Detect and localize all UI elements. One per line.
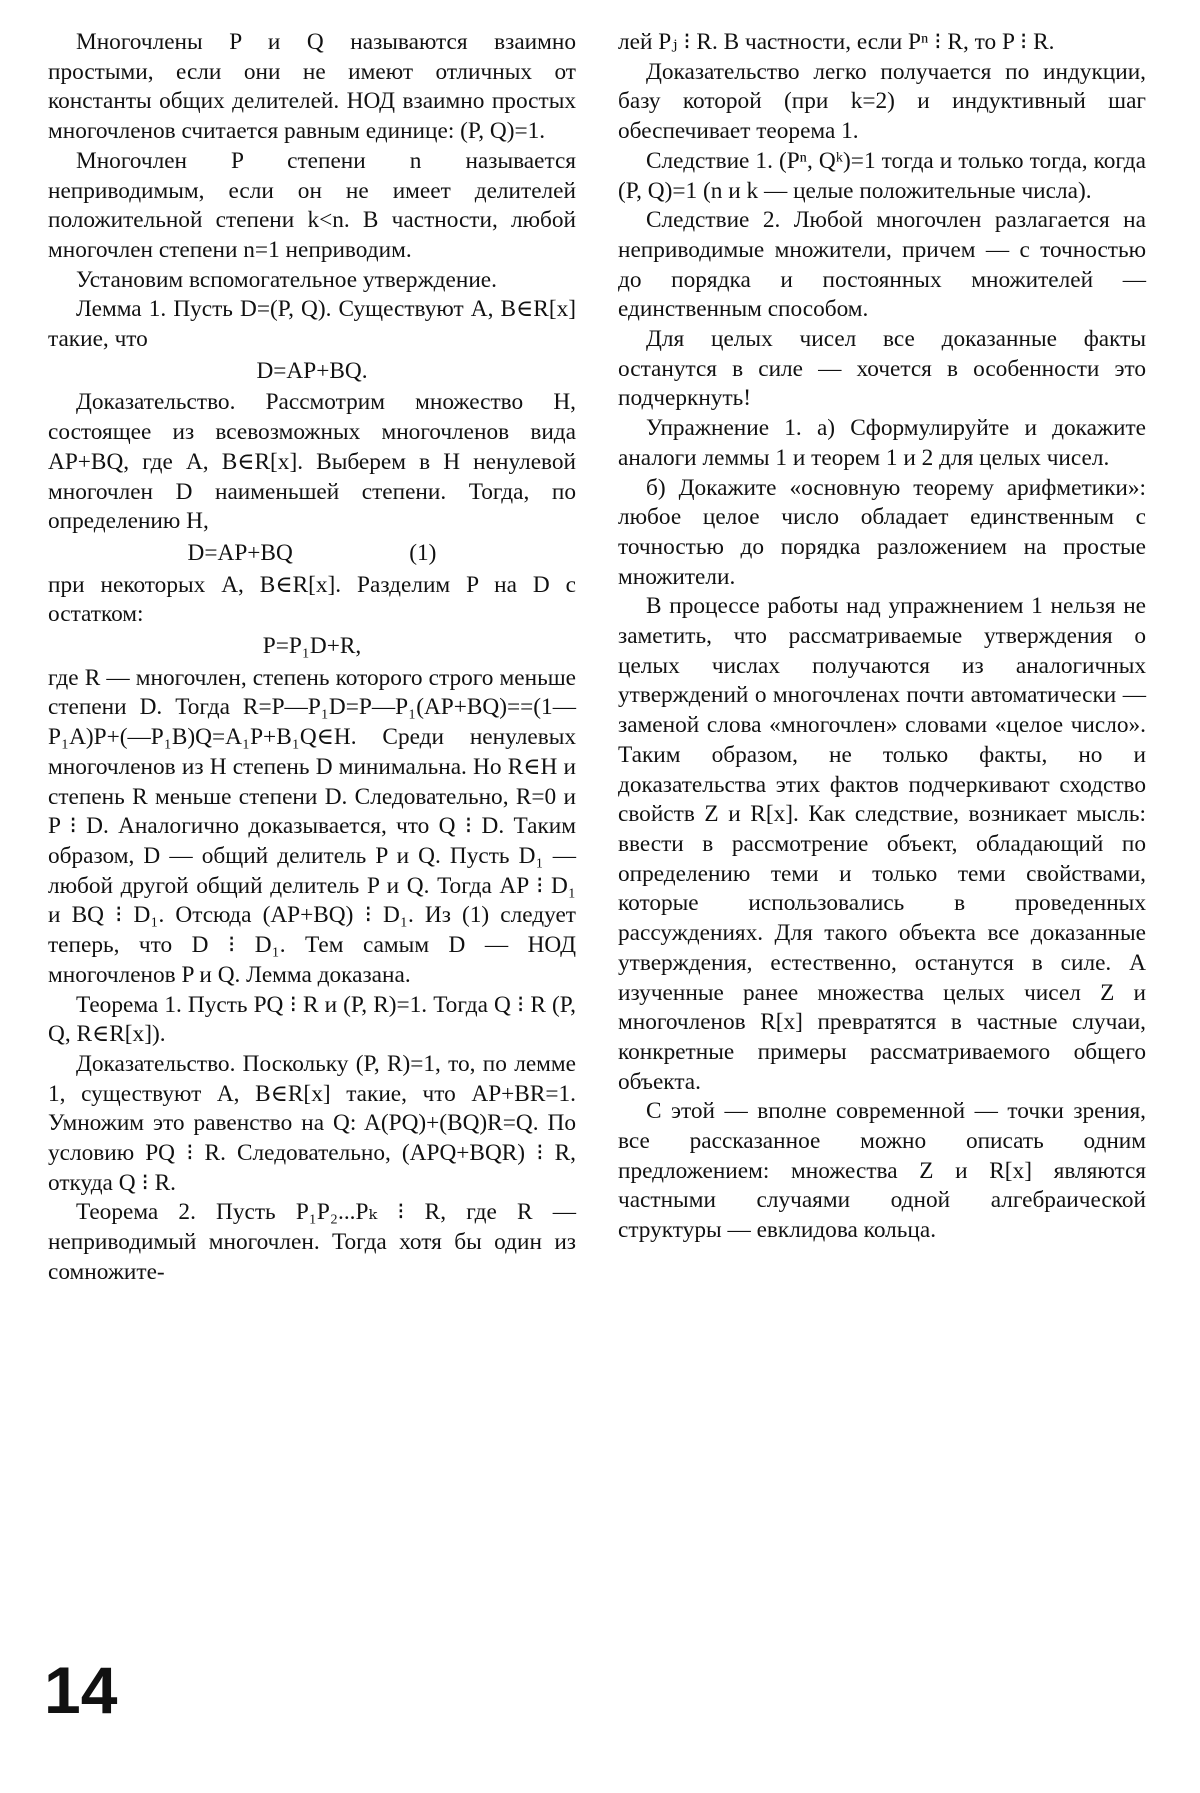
lemma-1: Лемма 1. Пусть D=(P, Q). Существуют A, B∈R[x] такие, что [48, 296, 576, 353]
theorem-1: Теорема 1. Пусть PQ ⁝ R и (P, R)=1. Тогда Q ⁝ R (P, Q, R∈R[x]). [48, 991, 576, 1048]
paragraph-analogy: В процессе работы над упражнением 1 нельзя не заметить, что рассматриваемые утверждения о целых числах получаются из аналогичных утверждений о многочленах почти автоматически — заменой слова «многочлен» словами «целое число». Таким образом, не только факты, но и доказательства этих фактов подчеркивают сходство свойств Z и R[x]. Как следствие, возникает мысль: ввести в рассмотрение объект, обладающий по определению теми и только теми свойствами, которые использовались в проведенных рассуждениях. Для такого объекта все доказанные утверждения, естественно, останутся в силе. А изученные ранее множества целых чисел Z и многочленов R[x] превратятся в частные случаи, конкретные примеры рассматриваемого общего объекта. [618, 593, 1146, 1095]
formula-p-division: P=P₁D+R, [262, 633, 362, 660]
right-column [618, 28, 1146, 1246]
theorem-2-continued: лей Pⱼ ⁝ R. В частности, если Pⁿ ⁝ R, то P ⁝ R. [618, 29, 1055, 55]
paragraph-coprime-definition: Многочлены P и Q называются взаимно простыми, если они не имеют отличных от константы общих делителей. НОД взаимно простых многочленов считается равным единице: (P, Q)=1. [48, 29, 576, 145]
paragraph-euclidean-ring: С этой — вполне современной — точки зрения, все рассказанное можно описать одним предложением: множества Z и R[x] являются частными случаями одной алгебраической структуры — евклидова кольца. [618, 1098, 1146, 1244]
corollary-2: Следствие 2. Любой многочлен разлагается на неприводимые множители, причем — с точностью до порядка и постоянных множителей — единственным способом. [618, 207, 1146, 323]
exercise-1b: б) Докажите «основную теорему арифметики»: любое целое число обладает единственным с точностью до порядка разложением на простые множители. [618, 474, 1146, 590]
formula-d-ap-bq: D=AP+BQ. [256, 357, 368, 384]
corollary-1: Следствие 1. (Pⁿ, Qᵏ)=1 тогда и только тогда, когда (P, Q)=1 (n и k — целые положительные числа). [618, 147, 1146, 204]
lemma-1-proof-start: Доказательство. Рассмотрим множество H, состоящее из всевозможных многочленов вида AP+BQ, где A, B∈R[x]. Выберем в H ненулевой многочлен D наименьшей степени. Тогда, по определению H, [48, 389, 576, 535]
theorem-2-proof: Доказательство легко получается по индукции, базу которой (при k=2) и индуктивный шаг обеспечивает теорема 1. [618, 58, 1146, 145]
left-column [48, 28, 576, 1288]
formula-1: D=AP+BQ (1) [187, 539, 437, 566]
lemma-1-proof-division: при некоторых A, B∈R[x]. Разделим P на D с остатком: [48, 571, 576, 628]
lemma-1-proof-end: где R — многочлен, степень которого строго меньше степени D. Тогда R=P—P₁D=P—P₁(AP+BQ)==(1—P₁A)P+(—P₁B)Q=A₁P+B₁Q∈H. Среди ненулевых многочленов из H степень D минимальна. Но R∈H и степень R меньше степени D. Следовательно, R=0 и P ⁝ D. Аналогично доказывается, что Q ⁝ D. Таким образом, D — общий делитель P и Q. Пусть D₁ — любой другой общий делитель P и Q. Тогда AP ⁝ D₁ и BQ ⁝ D₁. Отсюда (AP+BQ) ⁝ D₁. Из (1) следует теперь, что D ⁝ D₁. Тем самым D — НОД многочленов P и Q. Лемма доказана. [48, 664, 576, 988]
paragraph-auxiliary-statement: Установим вспомогательное утверждение. [76, 266, 497, 293]
page-number: 14 [44, 1653, 118, 1727]
paragraph-irreducible-definition: Многочлен P степени n называется неприводимым, если он не имеет делителей положительной степени k<n. В частности, любой многочлен степени n=1 неприводим. [48, 147, 576, 263]
theorem-2: Теорема 2. Пусть P₁P₂...Pₖ ⁝ R, где R — неприводимый многочлен. Тогда хотя бы один из сомножите- [48, 1199, 576, 1285]
theorem-1-proof: Доказательство. Поскольку (P, R)=1, то, по лемме 1, существуют A, B∈R[x] такие, что AP+BR=1. Умножим это равенство на Q: A(PQ)+(BQ)R=Q. По условию PQ ⁝ R. Следовательно, (APQ+BQR) ⁝ R, откуда Q ⁝ R. [48, 1050, 576, 1196]
exercise-1a: Упражнение 1. а) Сформулируйте и докажите аналоги леммы 1 и теорем 1 и 2 для целых чисел. [618, 415, 1146, 471]
paragraph-integers-remark: Для целых чисел все доказанные факты останутся в силе — хочется в особенности это подчеркнуть! [618, 326, 1146, 412]
